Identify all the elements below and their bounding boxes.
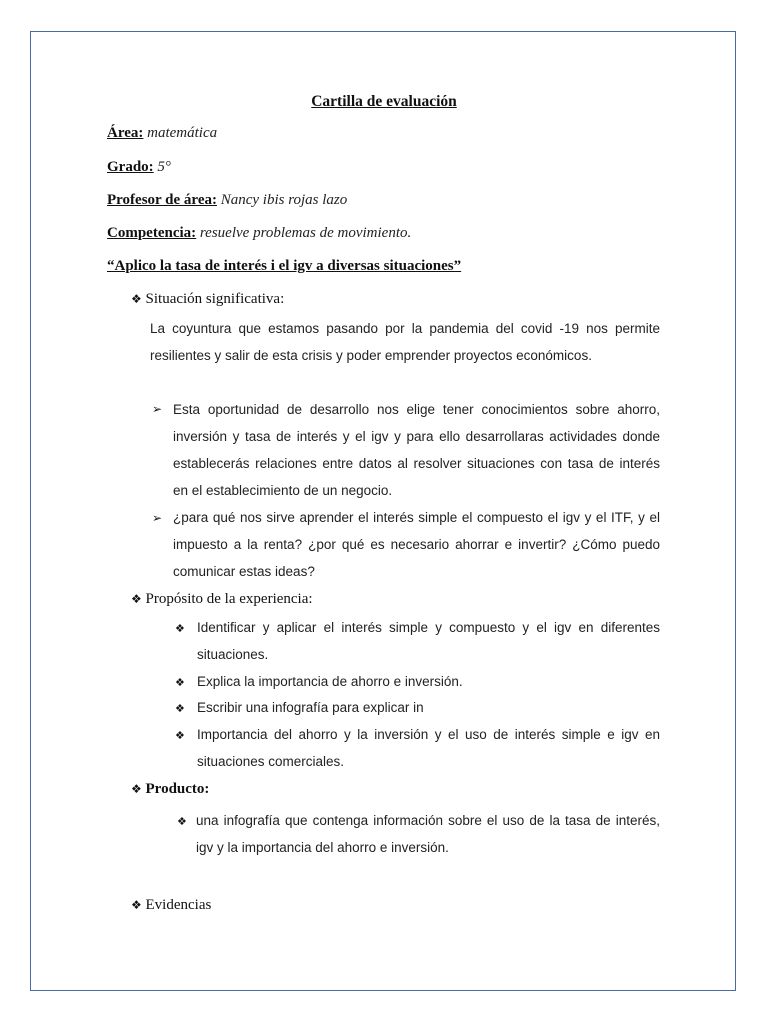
proposito-item-4: Importancia del ahorro y la inversión y el uso de interés simple e igv en situaciones comerciales.: [197, 727, 660, 769]
field-grado-value: 5°: [157, 159, 171, 175]
field-area-label: Área:: [107, 125, 144, 141]
section-situacion-heading: [131, 291, 284, 308]
document-headline: “Aplico la tasa de interés i el igv a diversas situaciones”: [107, 258, 462, 274]
field-profesor-value: Nancy ibis rojas lazo: [220, 192, 348, 208]
section-producto-title: Producto:: [145, 781, 210, 797]
diamond-bullet-icon: ❖: [131, 592, 142, 606]
diamond-bullet-icon: ❖: [175, 729, 185, 742]
diamond-bullet-icon: ❖: [131, 898, 142, 912]
diamond-bullet-icon: ❖: [131, 292, 142, 306]
diamond-bullet-icon: ❖: [175, 622, 185, 635]
field-profesor-label: Profesor de área:: [107, 192, 217, 208]
arrow-bullet-icon: ➢: [152, 402, 163, 416]
field-area-value: matemática: [147, 125, 218, 141]
section-proposito-heading: [131, 591, 313, 608]
section-evidencias-title: Evidencias: [145, 897, 212, 913]
proposito-item-3: Escribir una infografía para explicar in: [197, 700, 424, 715]
section-evidencias-heading: [131, 897, 211, 914]
field-grado: [107, 159, 171, 176]
section-producto-heading: [131, 781, 209, 798]
field-grado-label: Grado:: [107, 159, 154, 175]
section-proposito-title: Propósito de la experiencia:: [145, 591, 313, 607]
proposito-item-1: Identificar y aplicar el interés simple y compuesto y el igv en diferentes situaciones.: [197, 620, 660, 662]
diamond-bullet-icon: ❖: [175, 702, 185, 715]
field-profesor: [107, 192, 347, 209]
field-area: [107, 125, 217, 142]
diamond-bullet-icon: ❖: [131, 782, 142, 796]
situacion-bullet-2: ¿para qué nos sirve aprender el interés simple el compuesto el igv y el ITF, y el impuesto a la renta? ¿por qué es necesario ahorrar e invertir? ¿Cómo puedo comunicar estas ideas?: [173, 510, 660, 579]
field-competencia-value: resuelve problemas de movimiento.: [199, 225, 412, 241]
situacion-bullet-1: Esta oportunidad de desarrollo nos elige tener conocimientos sobre ahorro, inversión y tasa de interés y el igv y para ello desarrollaras actividades donde establecerás relaciones entre datos al resolver situaciones con tasa de interés en el establecimiento de un negocio.: [173, 402, 660, 498]
field-competencia-label: Competencia:: [107, 225, 197, 241]
section-situacion-paragraph: La coyuntura que estamos pasando por la pandemia del covid -19 nos permite resilientes y salir de esta crisis y poder emprender proyectos económicos.: [150, 321, 660, 363]
document-title: Cartilla de evaluación: [311, 93, 457, 110]
section-situacion-title: Situación significativa:: [145, 291, 285, 307]
producto-item-1: una infografía que contenga información sobre el uso de la tasa de interés, igv y la importancia del ahorro e inversión.: [196, 813, 660, 855]
arrow-bullet-icon: ➢: [152, 511, 163, 525]
diamond-bullet-icon: ❖: [177, 815, 187, 828]
diamond-bullet-icon: ❖: [175, 676, 185, 689]
proposito-item-2: Explica la importancia de ahorro e inversión.: [197, 674, 463, 689]
field-competencia: [107, 225, 411, 242]
